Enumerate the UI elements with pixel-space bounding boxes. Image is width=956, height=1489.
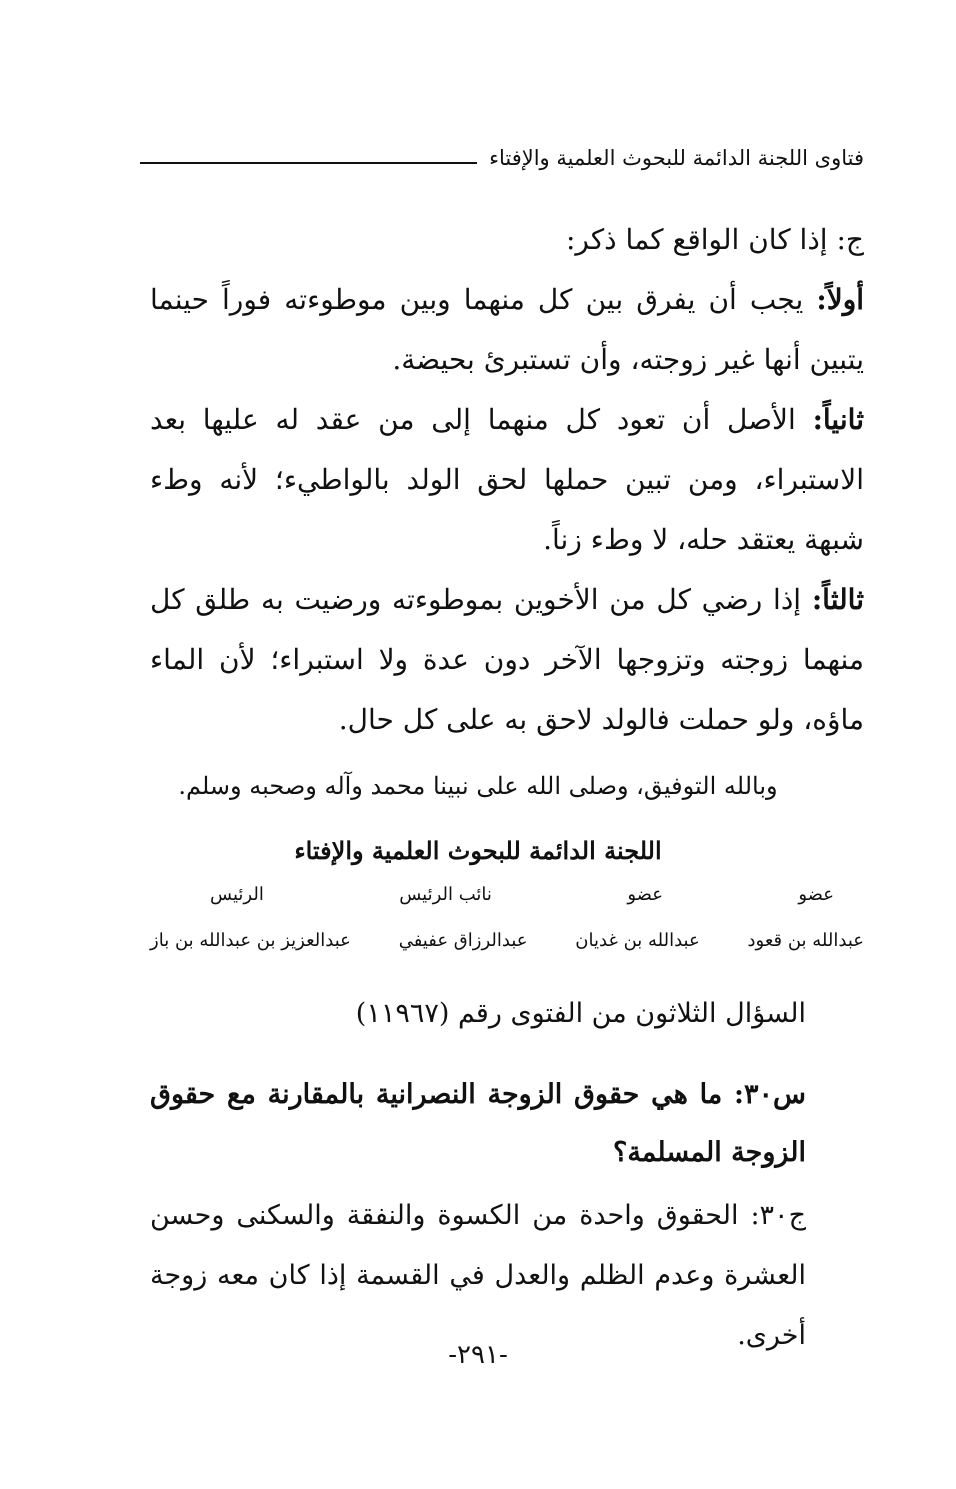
committee-name: اللجنة الدائمة للبحوث العلمية والإفتاء <box>294 836 662 865</box>
answer-point-third <box>150 570 864 750</box>
header-title: فتاوى اللجنة الدائمة للبحوث العلمية والإفتاء <box>489 146 864 170</box>
closing-line: وبالله التوفيق، وصلى الله على نبينا محمد وآله وصحبه وسلم. <box>178 772 778 800</box>
answer-point-second <box>150 390 864 570</box>
third-label: ثالثاً: <box>811 583 864 616</box>
fatwa-answer: ج٣٠: الحقوق واحدة من الكسوة والنفقة والسكنى وحسن العشرة وعدم الظلم والعدل في القسمة إذا كان معه زوجة أخرى. <box>150 1200 806 1351</box>
member-name: عبدالله بن قعود <box>747 930 864 951</box>
header-rule <box>140 162 477 164</box>
third-text: إذا رضي كل من الأخوين بموطوءته ورضيت به طلق كل منهما زوجته وتزوجها الآخر دون عدة ولا استبراء؛ لأن الماء ماؤه، ولو حملت فالولد لاحق به على كل حال. <box>150 583 864 736</box>
member-role: عضو <box>798 884 834 905</box>
second-text: الأصل أن تعود كل منهما إلى من عقد له عليها بعد الاستبراء، ومن تبين حملها لحق الولد بالواطيء؛ لأنه وطء شبهة يعتقد حله، لا وطء زناً. <box>150 403 864 556</box>
member-role: نائب الرئيس <box>399 884 492 905</box>
member-name: عبدالله بن غديان <box>575 930 700 951</box>
signature-roles <box>150 884 864 905</box>
page-number: -٢٩١- <box>448 1340 508 1370</box>
member-role: الرئيس <box>210 884 264 905</box>
member-name: عبدالعزيز بن عبدالله بن باز <box>150 930 351 951</box>
member-role: عضو <box>627 884 663 905</box>
signature-names <box>150 930 864 951</box>
member-name: عبدالرزاق عفيفي <box>398 930 528 951</box>
second-label: ثانياً: <box>812 403 864 436</box>
first-text: يجب أن يفرق بين كل منهما وبين موطوءته فوراً حينما يتبين أنها غير زوجته، وأن تستبرئ بحيضة. <box>150 283 864 376</box>
answer-intro: ج: إذا كان الواقع كما ذكر: <box>565 223 864 256</box>
first-label: أولاً: <box>816 283 864 316</box>
answer-block <box>150 210 864 750</box>
fatwa-question: س٣٠: ما هي حقوق الزوجة النصرانية بالمقارنة مع حقوق الزوجة المسلمة؟ <box>150 1079 806 1168</box>
page-header <box>140 138 864 178</box>
fatwa-title: السؤال الثلاثون من الفتوى رقم (١١٩٦٧) <box>355 998 806 1029</box>
answer-point-first <box>150 270 864 390</box>
